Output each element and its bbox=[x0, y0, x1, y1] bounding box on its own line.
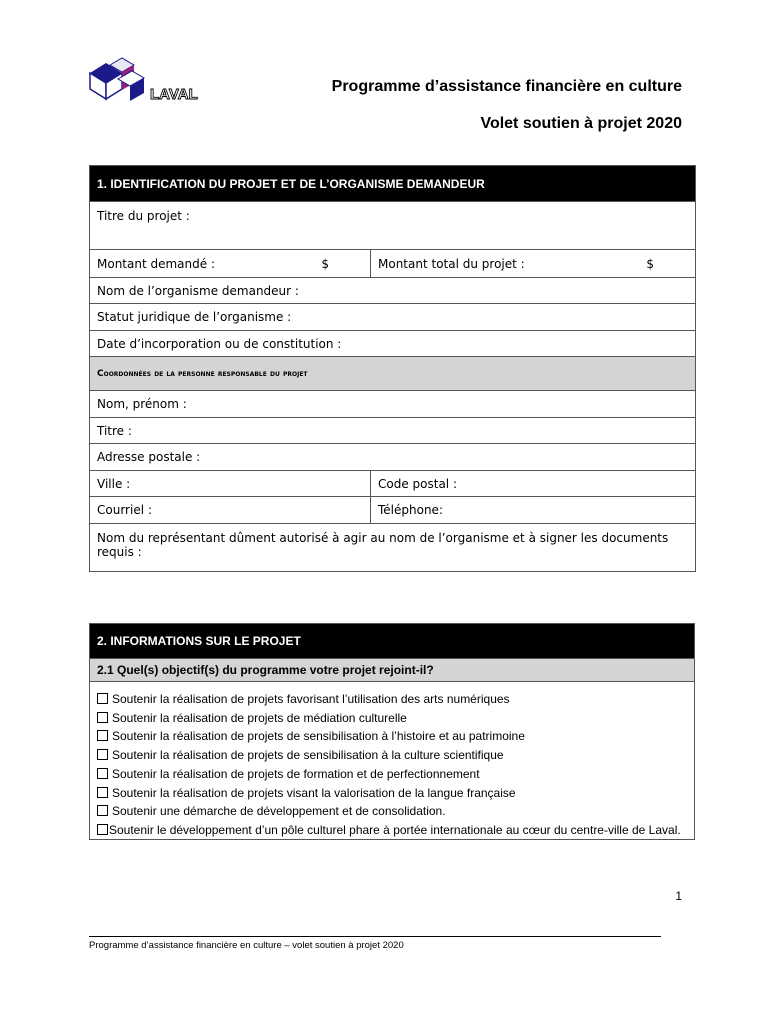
objective-option[interactable]: Soutenir la réalisation de projets de sensibilisation à la culture scientifique bbox=[97, 746, 687, 765]
checkbox[interactable] bbox=[97, 749, 108, 760]
checkbox[interactable] bbox=[97, 824, 108, 835]
email-field[interactable] bbox=[90, 497, 371, 524]
objectives-list bbox=[90, 682, 695, 840]
objective-option[interactable]: Soutenir la réalisation de projets de médiation culturelle bbox=[97, 709, 687, 728]
section2-heading: 2. INFORMATIONS SUR LE PROJET bbox=[90, 624, 695, 659]
checkbox[interactable] bbox=[97, 787, 108, 798]
total-amount-label: Montant total du projet : bbox=[378, 256, 525, 271]
contact-heading: Coordonnées de la personne responsable du projet bbox=[90, 357, 696, 391]
incorporation-date-label: Date d’incorporation ou de constitution : bbox=[97, 336, 342, 351]
checkbox[interactable] bbox=[97, 693, 108, 704]
section1-heading: 1. IDENTIFICATION DU PROJET ET DE L’ORGANISME DEMANDEUR bbox=[90, 166, 696, 202]
document-subtitle: Volet soutien à projet 2020 bbox=[480, 115, 682, 132]
objectives-question: 2.1 Quel(s) objectif(s) du programme votre projet rejoint-il? bbox=[90, 659, 695, 682]
project-title-label: Titre du projet : bbox=[97, 209, 190, 223]
postal-code-field[interactable] bbox=[371, 471, 696, 497]
objective-option[interactable]: Soutenir une démarche de développement et de consolidation. bbox=[97, 802, 687, 821]
footer-divider bbox=[89, 936, 661, 937]
city-field[interactable] bbox=[90, 471, 371, 497]
identification-table bbox=[89, 165, 696, 572]
name-field[interactable] bbox=[90, 391, 696, 418]
currency-symbol: $ bbox=[646, 256, 654, 271]
project-title-field[interactable] bbox=[90, 202, 696, 250]
objective-option[interactable]: Soutenir la réalisation de projets de formation et de perfectionnement bbox=[97, 765, 687, 784]
objective-option[interactable]: Soutenir la réalisation de projets visant la valorisation de la langue française bbox=[97, 784, 687, 803]
job-title-field[interactable] bbox=[90, 418, 696, 444]
footer-text: Programme d’assistance financière en culture – volet soutien à projet 2020 bbox=[89, 940, 404, 951]
phone-field[interactable] bbox=[371, 497, 696, 524]
email-label: Courriel : bbox=[97, 503, 152, 517]
checkbox[interactable] bbox=[97, 768, 108, 779]
objective-option[interactable]: Soutenir la réalisation de projets de sensibilisation à l’histoire et au patrimoine bbox=[97, 727, 687, 746]
representative-field[interactable] bbox=[90, 524, 696, 572]
document-title: Programme d’assistance financière en culture bbox=[331, 78, 682, 95]
org-name-field[interactable] bbox=[90, 278, 696, 304]
checkbox[interactable] bbox=[97, 712, 108, 723]
legal-status-label: Statut juridique de l’organisme : bbox=[97, 310, 292, 324]
checkbox[interactable] bbox=[97, 730, 108, 741]
incorporation-date-field[interactable] bbox=[90, 331, 696, 357]
amount-requested-field[interactable] bbox=[90, 250, 371, 278]
name-label: Nom, prénom : bbox=[97, 397, 187, 411]
amount-requested-label: Montant demandé : bbox=[97, 256, 215, 271]
city-label: Ville : bbox=[97, 476, 131, 491]
objective-option[interactable]: Soutenir la réalisation de projets favorisant l’utilisation des arts numériques bbox=[97, 690, 687, 709]
org-name-label: Nom de l’organisme demandeur : bbox=[97, 283, 299, 298]
representative-label: Nom du représentant dûment autorisé à agir au nom de l’organisme et à signer les documents requis : bbox=[97, 531, 669, 559]
job-title-label: Titre : bbox=[97, 423, 132, 438]
legal-status-field[interactable] bbox=[90, 304, 696, 331]
checkbox[interactable] bbox=[97, 805, 108, 816]
project-info-table bbox=[89, 623, 695, 840]
page-number: 1 bbox=[675, 889, 682, 903]
laval-logo bbox=[88, 55, 213, 105]
currency-symbol: $ bbox=[321, 256, 329, 271]
svg-text:LAVAL: LAVAL bbox=[150, 86, 198, 103]
total-amount-field[interactable] bbox=[371, 250, 696, 278]
address-field[interactable] bbox=[90, 444, 696, 471]
phone-label: Téléphone: bbox=[378, 503, 443, 517]
address-label: Adresse postale : bbox=[97, 450, 201, 464]
postal-code-label: Code postal : bbox=[378, 476, 457, 491]
objective-option[interactable]: Soutenir le développement d’un pôle culturel phare à portée internationale au cœur du centre-ville de Laval. bbox=[97, 821, 687, 837]
